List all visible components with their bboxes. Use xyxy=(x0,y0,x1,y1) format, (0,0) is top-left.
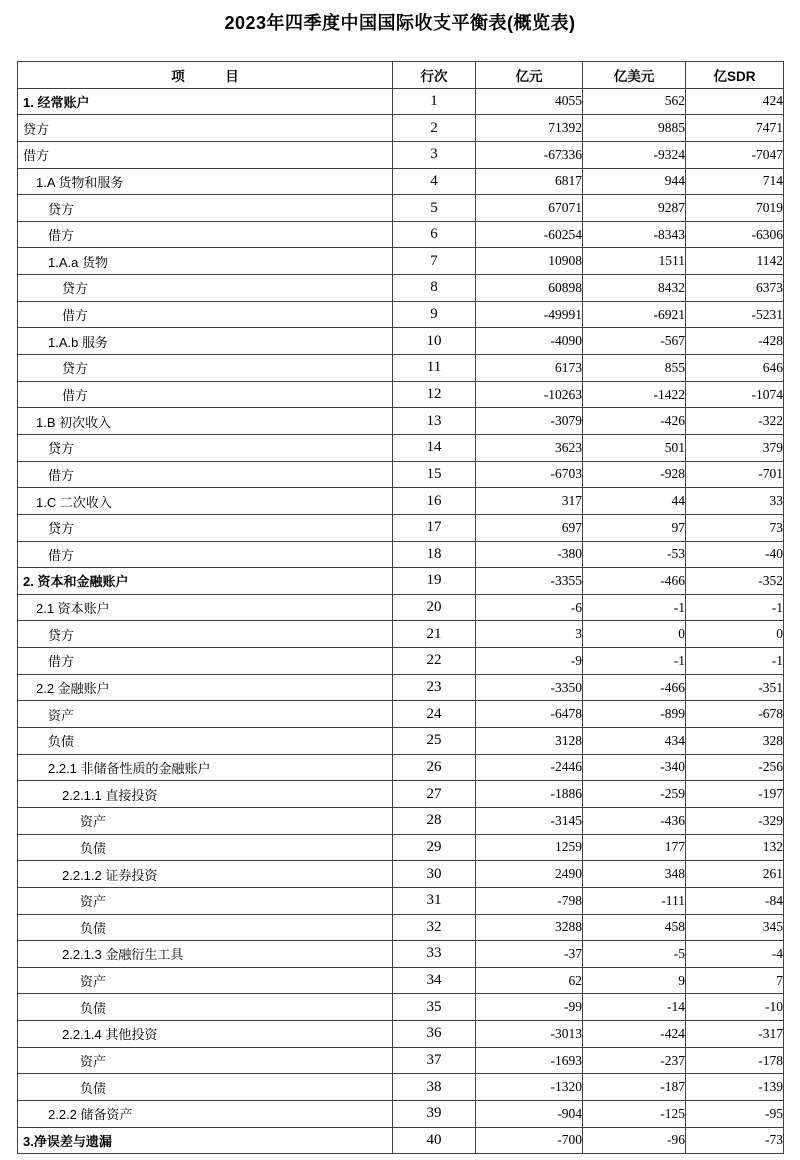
sdr-value-cell: -317 xyxy=(686,1021,784,1048)
table-row xyxy=(18,408,784,435)
sdr-value-cell: 646 xyxy=(686,355,784,382)
line-number-cell: 38 xyxy=(393,1074,476,1101)
table-row xyxy=(18,328,784,355)
usd-value-cell: 97 xyxy=(583,514,686,541)
sdr-value-cell: -139 xyxy=(686,1074,784,1101)
rmb-value-cell: -67336 xyxy=(476,141,583,168)
line-number-cell: 13 xyxy=(393,408,476,435)
line-number-cell: 23 xyxy=(393,674,476,701)
usd-value-cell: -187 xyxy=(583,1074,686,1101)
usd-value-cell: -899 xyxy=(583,701,686,728)
table-header xyxy=(18,62,784,89)
line-number-cell: 27 xyxy=(393,781,476,808)
rmb-value-cell: -798 xyxy=(476,887,583,914)
usd-value-cell: 8432 xyxy=(583,275,686,302)
item-cell: 资产 xyxy=(18,807,393,834)
rmb-value-cell: 6173 xyxy=(476,355,583,382)
sdr-value-cell: 73 xyxy=(686,514,784,541)
rmb-value-cell: 317 xyxy=(476,488,583,515)
table-row xyxy=(18,168,784,195)
item-cell: 2.2.2 储备资产 xyxy=(18,1100,393,1127)
rmb-value-cell: 60898 xyxy=(476,275,583,302)
sdr-value-cell: -4 xyxy=(686,941,784,968)
item-cell: 贷方 xyxy=(18,434,393,461)
table-row xyxy=(18,115,784,142)
line-number-cell: 34 xyxy=(393,967,476,994)
balance-of-payments-table xyxy=(17,61,784,1154)
line-number-cell: 5 xyxy=(393,195,476,222)
item-cell: 3.净误差与遗漏 xyxy=(18,1127,393,1154)
item-cell: 借方 xyxy=(18,461,393,488)
item-cell: 资产 xyxy=(18,701,393,728)
column-header-sdr: 亿SDR xyxy=(686,62,784,89)
table-row xyxy=(18,648,784,675)
table-row xyxy=(18,355,784,382)
item-cell: 借方 xyxy=(18,221,393,248)
sdr-value-cell: -84 xyxy=(686,887,784,914)
line-number-cell: 3 xyxy=(393,141,476,168)
usd-value-cell: -53 xyxy=(583,541,686,568)
item-cell: 2.2.1.4 其他投资 xyxy=(18,1021,393,1048)
line-number-cell: 2 xyxy=(393,115,476,142)
usd-value-cell: -1422 xyxy=(583,381,686,408)
item-cell: 借方 xyxy=(18,381,393,408)
item-cell: 1.A 货物和服务 xyxy=(18,168,393,195)
sdr-value-cell: 1142 xyxy=(686,248,784,275)
usd-value-cell: 855 xyxy=(583,355,686,382)
rmb-value-cell: -1886 xyxy=(476,781,583,808)
rmb-value-cell: 67071 xyxy=(476,195,583,222)
usd-value-cell: -111 xyxy=(583,887,686,914)
table-row xyxy=(18,834,784,861)
table-row xyxy=(18,914,784,941)
line-number-cell: 20 xyxy=(393,594,476,621)
sdr-value-cell: -178 xyxy=(686,1047,784,1074)
usd-value-cell: -8343 xyxy=(583,221,686,248)
sdr-value-cell: -322 xyxy=(686,408,784,435)
usd-value-cell: -6921 xyxy=(583,301,686,328)
table-row xyxy=(18,195,784,222)
rmb-value-cell: -99 xyxy=(476,994,583,1021)
table-row xyxy=(18,674,784,701)
rmb-value-cell: 1259 xyxy=(476,834,583,861)
table-row xyxy=(18,781,784,808)
sdr-value-cell: -95 xyxy=(686,1100,784,1127)
item-cell: 资产 xyxy=(18,1047,393,1074)
item-cell: 贷方 xyxy=(18,621,393,648)
line-number-cell: 24 xyxy=(393,701,476,728)
rmb-value-cell: -2446 xyxy=(476,754,583,781)
item-cell: 2.2 金融账户 xyxy=(18,674,393,701)
line-number-cell: 11 xyxy=(393,355,476,382)
usd-value-cell: -567 xyxy=(583,328,686,355)
line-number-cell: 29 xyxy=(393,834,476,861)
rmb-value-cell: -3145 xyxy=(476,807,583,834)
column-header-item: 项 目 xyxy=(18,62,393,89)
rmb-value-cell: 10908 xyxy=(476,248,583,275)
rmb-value-cell: 3623 xyxy=(476,434,583,461)
table-row xyxy=(18,941,784,968)
line-number-cell: 35 xyxy=(393,994,476,1021)
item-cell: 负债 xyxy=(18,1074,393,1101)
table-row xyxy=(18,301,784,328)
rmb-value-cell: 71392 xyxy=(476,115,583,142)
item-cell: 资产 xyxy=(18,887,393,914)
usd-value-cell: -1 xyxy=(583,594,686,621)
usd-value-cell: 0 xyxy=(583,621,686,648)
table-row xyxy=(18,514,784,541)
table-row xyxy=(18,568,784,595)
rmb-value-cell: -37 xyxy=(476,941,583,968)
item-cell: 2.2.1.1 直接投资 xyxy=(18,781,393,808)
item-cell: 1.B 初次收入 xyxy=(18,408,393,435)
table-row xyxy=(18,381,784,408)
sdr-value-cell: -73 xyxy=(686,1127,784,1154)
usd-value-cell: -125 xyxy=(583,1100,686,1127)
table-row xyxy=(18,88,784,115)
rmb-value-cell: -60254 xyxy=(476,221,583,248)
line-number-cell: 19 xyxy=(393,568,476,595)
rmb-value-cell: 6817 xyxy=(476,168,583,195)
rmb-value-cell: -3079 xyxy=(476,408,583,435)
usd-value-cell: 9 xyxy=(583,967,686,994)
rmb-value-cell: -3350 xyxy=(476,674,583,701)
sdr-value-cell: 132 xyxy=(686,834,784,861)
item-cell: 负债 xyxy=(18,834,393,861)
sdr-value-cell: 6373 xyxy=(686,275,784,302)
item-cell: 2.1 资本账户 xyxy=(18,594,393,621)
rmb-value-cell: 697 xyxy=(476,514,583,541)
column-header-rmb: 亿元 xyxy=(476,62,583,89)
table-row xyxy=(18,701,784,728)
item-cell: 负债 xyxy=(18,914,393,941)
sdr-value-cell: 424 xyxy=(686,88,784,115)
line-number-cell: 16 xyxy=(393,488,476,515)
table-row xyxy=(18,728,784,755)
table-row xyxy=(18,621,784,648)
table-row xyxy=(18,594,784,621)
usd-value-cell: 9287 xyxy=(583,195,686,222)
item-cell: 借方 xyxy=(18,141,393,168)
line-number-cell: 1 xyxy=(393,88,476,115)
sdr-value-cell: -10 xyxy=(686,994,784,1021)
rmb-value-cell: -9 xyxy=(476,648,583,675)
sdr-value-cell: -352 xyxy=(686,568,784,595)
rmb-value-cell: 4055 xyxy=(476,88,583,115)
usd-value-cell: 501 xyxy=(583,434,686,461)
line-number-cell: 8 xyxy=(393,275,476,302)
sdr-value-cell: 7471 xyxy=(686,115,784,142)
rmb-value-cell: -3355 xyxy=(476,568,583,595)
line-number-cell: 4 xyxy=(393,168,476,195)
item-cell: 贷方 xyxy=(18,115,393,142)
usd-value-cell: 44 xyxy=(583,488,686,515)
table-row xyxy=(18,221,784,248)
rmb-value-cell: -3013 xyxy=(476,1021,583,1048)
table-row xyxy=(18,1021,784,1048)
line-number-cell: 22 xyxy=(393,648,476,675)
sdr-value-cell: -40 xyxy=(686,541,784,568)
usd-value-cell: 177 xyxy=(583,834,686,861)
line-number-cell: 7 xyxy=(393,248,476,275)
usd-value-cell: -96 xyxy=(583,1127,686,1154)
line-number-cell: 18 xyxy=(393,541,476,568)
rmb-value-cell: -6 xyxy=(476,594,583,621)
sdr-value-cell: -678 xyxy=(686,701,784,728)
usd-value-cell: -436 xyxy=(583,807,686,834)
rmb-value-cell: 2490 xyxy=(476,861,583,888)
table-row xyxy=(18,248,784,275)
usd-value-cell: 434 xyxy=(583,728,686,755)
item-cell: 1. 经常账户 xyxy=(18,88,393,115)
item-cell: 2. 资本和金融账户 xyxy=(18,568,393,595)
usd-value-cell: 944 xyxy=(583,168,686,195)
usd-value-cell: -466 xyxy=(583,568,686,595)
table-row xyxy=(18,488,784,515)
sdr-value-cell: -1074 xyxy=(686,381,784,408)
usd-value-cell: 1511 xyxy=(583,248,686,275)
line-number-cell: 40 xyxy=(393,1127,476,1154)
sdr-value-cell: 714 xyxy=(686,168,784,195)
rmb-value-cell: -4090 xyxy=(476,328,583,355)
item-cell: 1.A.b 服务 xyxy=(18,328,393,355)
line-number-cell: 32 xyxy=(393,914,476,941)
usd-value-cell: -426 xyxy=(583,408,686,435)
sdr-value-cell: 379 xyxy=(686,434,784,461)
usd-value-cell: -928 xyxy=(583,461,686,488)
table-row xyxy=(18,754,784,781)
table-row xyxy=(18,967,784,994)
item-cell: 借方 xyxy=(18,648,393,675)
usd-value-cell: 458 xyxy=(583,914,686,941)
sdr-value-cell: -6306 xyxy=(686,221,784,248)
sdr-value-cell: 0 xyxy=(686,621,784,648)
item-cell: 2.2.1 非储备性质的金融账户 xyxy=(18,754,393,781)
table-row xyxy=(18,887,784,914)
usd-value-cell: -340 xyxy=(583,754,686,781)
line-number-cell: 15 xyxy=(393,461,476,488)
sdr-value-cell: 345 xyxy=(686,914,784,941)
rmb-value-cell: -904 xyxy=(476,1100,583,1127)
table-row xyxy=(18,141,784,168)
rmb-value-cell: -380 xyxy=(476,541,583,568)
table-row xyxy=(18,994,784,1021)
item-cell: 负债 xyxy=(18,994,393,1021)
item-cell: 贷方 xyxy=(18,514,393,541)
line-number-cell: 39 xyxy=(393,1100,476,1127)
sdr-value-cell: 328 xyxy=(686,728,784,755)
line-number-cell: 30 xyxy=(393,861,476,888)
sdr-value-cell: -7047 xyxy=(686,141,784,168)
usd-value-cell: -259 xyxy=(583,781,686,808)
usd-value-cell: -1 xyxy=(583,648,686,675)
sdr-value-cell: 33 xyxy=(686,488,784,515)
item-cell: 1.C 二次收入 xyxy=(18,488,393,515)
column-header-usd: 亿美元 xyxy=(583,62,686,89)
usd-value-cell: -5 xyxy=(583,941,686,968)
line-number-cell: 31 xyxy=(393,887,476,914)
item-cell: 1.A.a 货物 xyxy=(18,248,393,275)
line-number-cell: 10 xyxy=(393,328,476,355)
table-row xyxy=(18,461,784,488)
table-row xyxy=(18,1074,784,1101)
usd-value-cell: -9324 xyxy=(583,141,686,168)
sdr-value-cell: -197 xyxy=(686,781,784,808)
sdr-value-cell: -428 xyxy=(686,328,784,355)
usd-value-cell: 348 xyxy=(583,861,686,888)
table-row xyxy=(18,275,784,302)
rmb-value-cell: -1693 xyxy=(476,1047,583,1074)
table-header-row xyxy=(18,62,784,89)
usd-value-cell: -466 xyxy=(583,674,686,701)
page-title: 2023年四季度中国国际收支平衡表(概览表) xyxy=(224,13,576,33)
line-number-cell: 9 xyxy=(393,301,476,328)
sdr-value-cell: -351 xyxy=(686,674,784,701)
line-number-cell: 28 xyxy=(393,807,476,834)
column-header-line: 行次 xyxy=(393,62,476,89)
rmb-value-cell: -700 xyxy=(476,1127,583,1154)
line-number-cell: 21 xyxy=(393,621,476,648)
item-cell: 资产 xyxy=(18,967,393,994)
usd-value-cell: 562 xyxy=(583,88,686,115)
table-row xyxy=(18,1047,784,1074)
usd-value-cell: -14 xyxy=(583,994,686,1021)
line-number-cell: 37 xyxy=(393,1047,476,1074)
rmb-value-cell: -6478 xyxy=(476,701,583,728)
sdr-value-cell: -701 xyxy=(686,461,784,488)
line-number-cell: 26 xyxy=(393,754,476,781)
sdr-value-cell: 7019 xyxy=(686,195,784,222)
table-row xyxy=(18,807,784,834)
line-number-cell: 36 xyxy=(393,1021,476,1048)
item-cell: 2.2.1.3 金融衍生工具 xyxy=(18,941,393,968)
rmb-value-cell: -10263 xyxy=(476,381,583,408)
line-number-cell: 25 xyxy=(393,728,476,755)
rmb-value-cell: 3 xyxy=(476,621,583,648)
line-number-cell: 12 xyxy=(393,381,476,408)
sdr-value-cell: -5231 xyxy=(686,301,784,328)
item-cell: 贷方 xyxy=(18,195,393,222)
usd-value-cell: -237 xyxy=(583,1047,686,1074)
line-number-cell: 17 xyxy=(393,514,476,541)
line-number-cell: 33 xyxy=(393,941,476,968)
rmb-value-cell: 62 xyxy=(476,967,583,994)
line-number-cell: 6 xyxy=(393,221,476,248)
sdr-value-cell: -1 xyxy=(686,594,784,621)
table-body xyxy=(18,88,784,1154)
rmb-value-cell: -49991 xyxy=(476,301,583,328)
sdr-value-cell: 261 xyxy=(686,861,784,888)
table-row xyxy=(18,1100,784,1127)
item-cell: 借方 xyxy=(18,541,393,568)
rmb-value-cell: 3288 xyxy=(476,914,583,941)
rmb-value-cell: -6703 xyxy=(476,461,583,488)
sdr-value-cell: -329 xyxy=(686,807,784,834)
usd-value-cell: 9885 xyxy=(583,115,686,142)
item-cell: 负债 xyxy=(18,728,393,755)
table-row xyxy=(18,541,784,568)
item-cell: 贷方 xyxy=(18,355,393,382)
table-row xyxy=(18,861,784,888)
usd-value-cell: -424 xyxy=(583,1021,686,1048)
sdr-value-cell: -256 xyxy=(686,754,784,781)
table-row xyxy=(18,1127,784,1154)
rmb-value-cell: 3128 xyxy=(476,728,583,755)
item-cell: 2.2.1.2 证券投资 xyxy=(18,861,393,888)
sdr-value-cell: -1 xyxy=(686,648,784,675)
line-number-cell: 14 xyxy=(393,434,476,461)
rmb-value-cell: -1320 xyxy=(476,1074,583,1101)
sdr-value-cell: 7 xyxy=(686,967,784,994)
item-cell: 贷方 xyxy=(18,275,393,302)
table-row xyxy=(18,434,784,461)
item-cell: 借方 xyxy=(18,301,393,328)
